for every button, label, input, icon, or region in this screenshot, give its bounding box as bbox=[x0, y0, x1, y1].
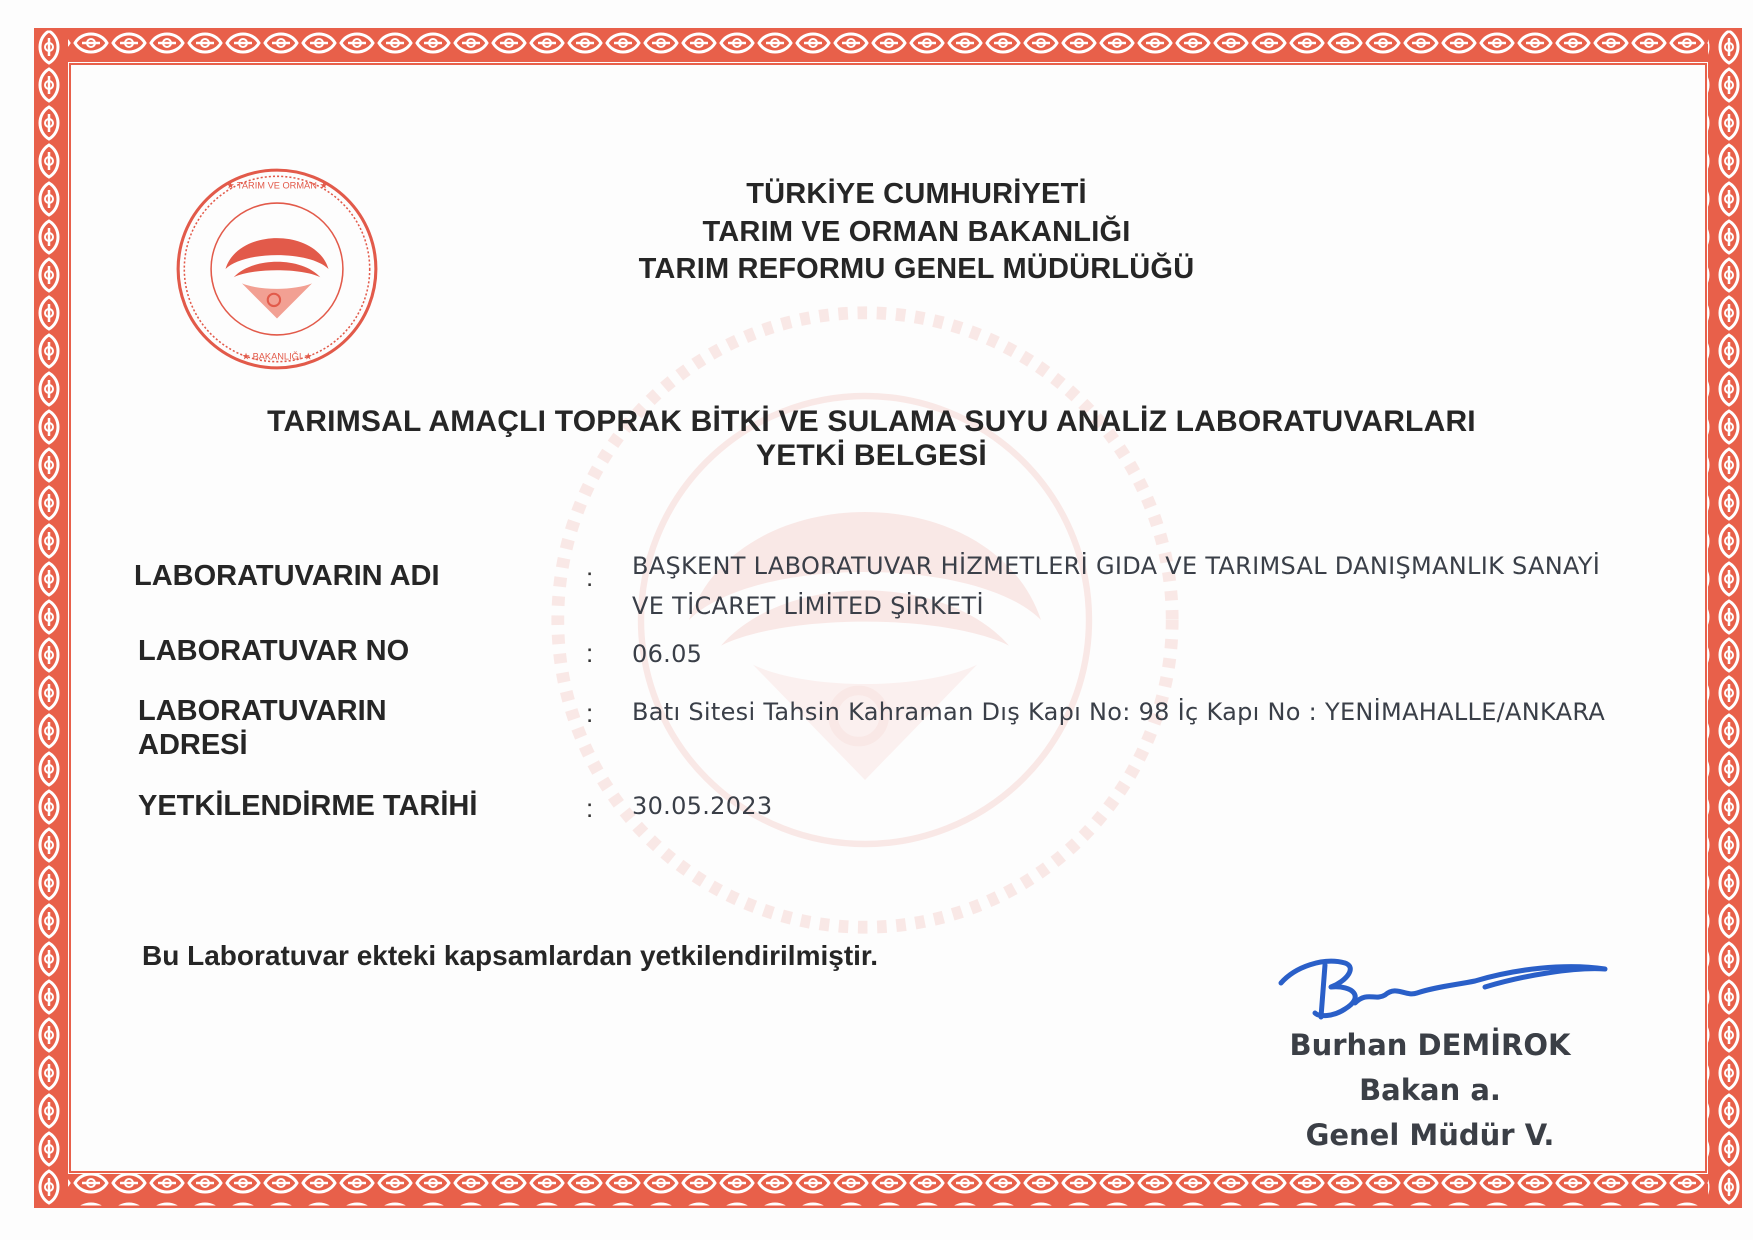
authorization-statement: Bu Laboratuvar ekteki kapsamlardan yetkilendirilmiştir. bbox=[142, 940, 879, 971]
field-value-address: Batı Sitesi Tahsin Kahraman Dış Kapı No: 98 İç Kapı No : YENİMAHALLE/ANKARA bbox=[632, 698, 1606, 726]
certificate-subtitle: YETKİ BELGESİ bbox=[756, 439, 987, 472]
field-label-address-cont: ADRESİ bbox=[138, 729, 248, 761]
field-value-lab-no: 06.05 bbox=[632, 640, 703, 668]
field-separator: : bbox=[586, 638, 594, 668]
field-label-address: LABORATUVARIN bbox=[138, 695, 387, 727]
svg-text:★ TARIM VE ORMAN ★: ★ TARIM VE ORMAN ★ bbox=[226, 180, 328, 191]
field-separator: : bbox=[586, 793, 594, 823]
field-separator: : bbox=[586, 698, 594, 728]
field-value-authorization-date: 30.05.2023 bbox=[632, 792, 773, 820]
signer-title: Genel Müdür V. bbox=[1305, 1118, 1555, 1152]
header-ministry: TARIM VE ORMAN BAKANLIĞI bbox=[702, 216, 1131, 248]
header-republic: TÜRKİYE CUMHURİYETİ bbox=[746, 178, 1087, 210]
signer-name: Burhan DEMİROK bbox=[1289, 1028, 1571, 1062]
signature bbox=[1275, 945, 1615, 1040]
field-label-authorization-date: YETKİLENDİRME TARİHİ bbox=[138, 790, 478, 822]
field-value-lab-name-cont: VE TİCARET LİMİTED ŞİRKETİ bbox=[632, 592, 984, 620]
field-separator: : bbox=[586, 562, 594, 592]
field-label-lab-no: LABORATUVAR NO bbox=[138, 635, 410, 667]
field-label-lab-name: LABORATUVARIN ADI bbox=[134, 560, 440, 592]
certificate-title: TARIMSAL AMAÇLI TOPRAK BİTKİ VE SULAMA SUYU ANALİZ LABORATUVARLARI bbox=[267, 405, 1476, 438]
ministry-watermark-icon bbox=[545, 300, 1185, 940]
signer-role: Bakan a. bbox=[1359, 1073, 1501, 1107]
header-directorate: TARIM REFORMU GENEL MÜDÜRLÜĞÜ bbox=[638, 253, 1195, 285]
svg-text:★ BAKANLIĞI ★: ★ BAKANLIĞI ★ bbox=[241, 351, 313, 362]
field-value-lab-name: BAŞKENT LABORATUVAR HİZMETLERİ GIDA VE TARIMSAL DANIŞMANLIK SANAYİ bbox=[632, 552, 1601, 580]
